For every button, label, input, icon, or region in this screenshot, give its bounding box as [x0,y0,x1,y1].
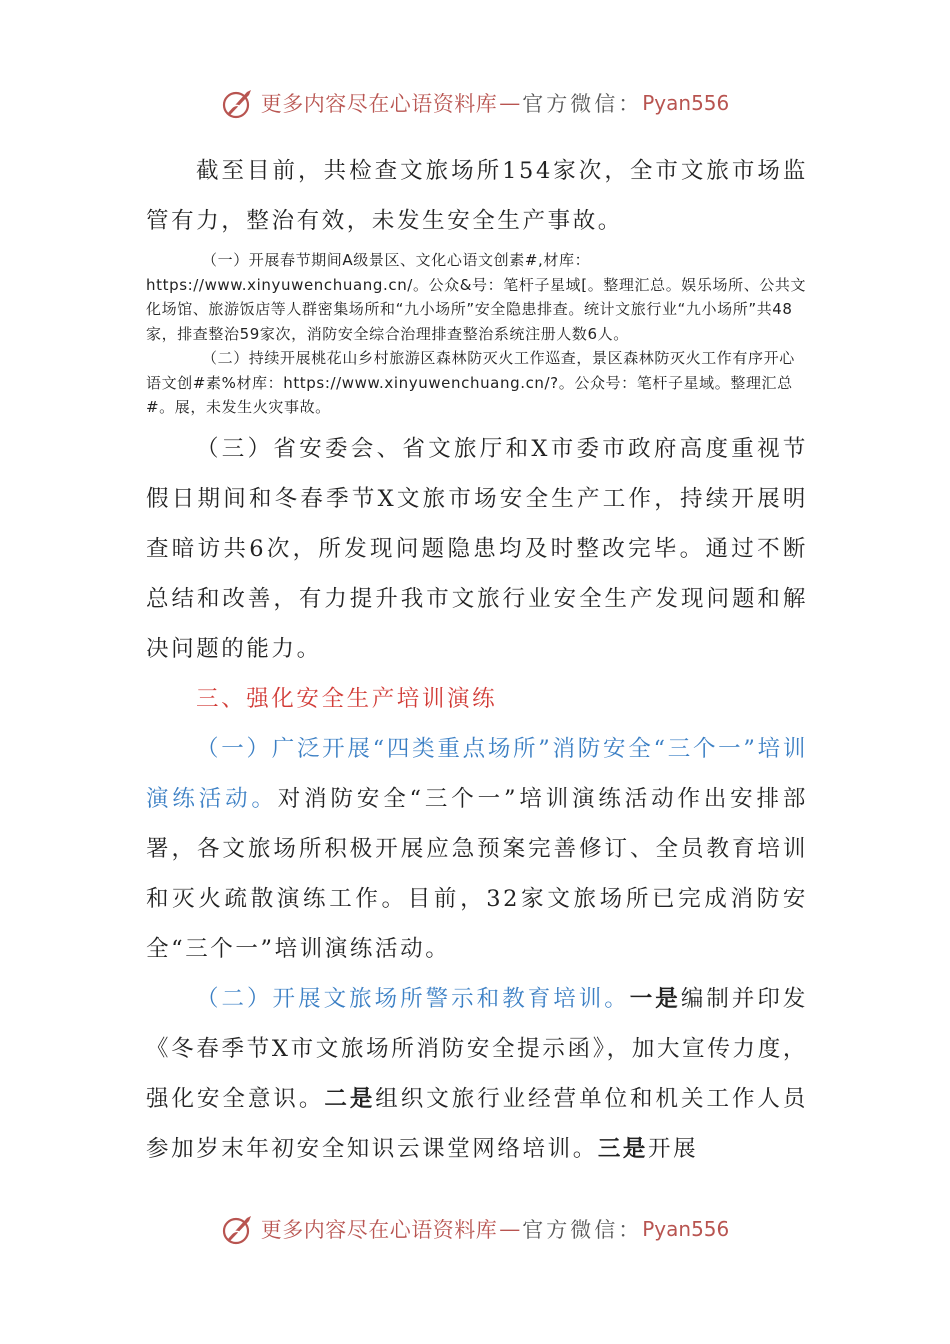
banner-wechat-id: Pyan556 [642,91,730,115]
emphasis-first: 一是 [629,985,681,1012]
paragraph-item-2: （二）持续开展桃花山乡村旅游区森林防灭火工作巡查，景区森林防灭火工作有序开心语文创#素%材库：https://www.xinyuwenchuang.cn/?。公众号：笔杆子星域。整理汇总#。展，未发生火灾事故。 [146,349,795,416]
banner-tag-text: 官方微信： [522,92,643,116]
paragraph-training-1-body: 对消防安全“三个一”培训演练活动作出安排部署，各文旅场所积极开展应急预案完善修订、全员教育培训和灭火疏散演练工作。目前，32家文旅场所已完成消防安全“三个一”培训演练活动。 [146,785,808,962]
footer-watermark-banner [0,1204,950,1254]
quill-pen-logo-icon [221,1212,255,1246]
subheading-training-2: （二）开展文旅场所警示和教育培训。 [196,985,630,1012]
emphasis-second: 二是 [324,1085,376,1112]
header-watermark-banner [0,78,950,128]
paragraph-training-1 [146,724,808,974]
paragraph-training-2 [146,974,808,1174]
paragraph-summary: 截至目前，共检查文旅场所154家次，全市文旅市场监管有力，整治有效，未发生安全生产事故。 [146,158,808,234]
emphasis-third: 三是 [597,1135,649,1162]
paragraph-item-1: （一）开展春节期间A级景区、文化心语文创素#,材库：https://www.xinyuwenchuang.cn/。公众&号：笔杆子星域[。整理汇总。娱乐场所、公共文化场馆、旅游饭店等人群密集场所和“九小场所”安全隐患排查。统计文旅行业“九小场所”共48家，排查整治59家次，消防安全综合治理排查整治系统注册人数6人。 [146,251,807,343]
document-body [146,146,808,1174]
text-second: 组织文旅行业经营单位和机关工作人员参加岁末年初安全知识云课堂网络培训。 [146,1085,809,1162]
banner-main-text: 更多内容尽在心语资料库 [260,1218,498,1242]
banner-separator: — [499,1217,521,1241]
text-third: 开展 [648,1135,699,1162]
section-heading-3: 三、强化安全生产培训演练 [196,685,498,712]
quill-pen-logo-icon [221,86,255,120]
text-first: 编制并印发《冬春季节X市文旅场所消防安全提示函》，加大宣传力度，强化安全意识。 [146,985,808,1112]
banner-separator: — [499,91,521,115]
paragraph-item-3: （三）省安委会、省文旅厅和X市委市政府高度重视节假日期间和冬春季节X文旅市场安全生产工作，持续开展明查暗访共6次，所发现问题隐患均及时整改完毕。通过不断总结和改善，有力提升我市文旅行业安全生产发现问题和解决问题的能力。 [146,435,808,662]
banner-tag-text: 官方微信： [522,1218,643,1242]
subheading-training-1: （一）广泛开展“四类重点场所”消防安全“三个一”培训演练活动。 [146,735,808,812]
banner-main-text: 更多内容尽在心语资料库 [260,92,498,116]
banner-wechat-id: Pyan556 [642,1217,730,1241]
